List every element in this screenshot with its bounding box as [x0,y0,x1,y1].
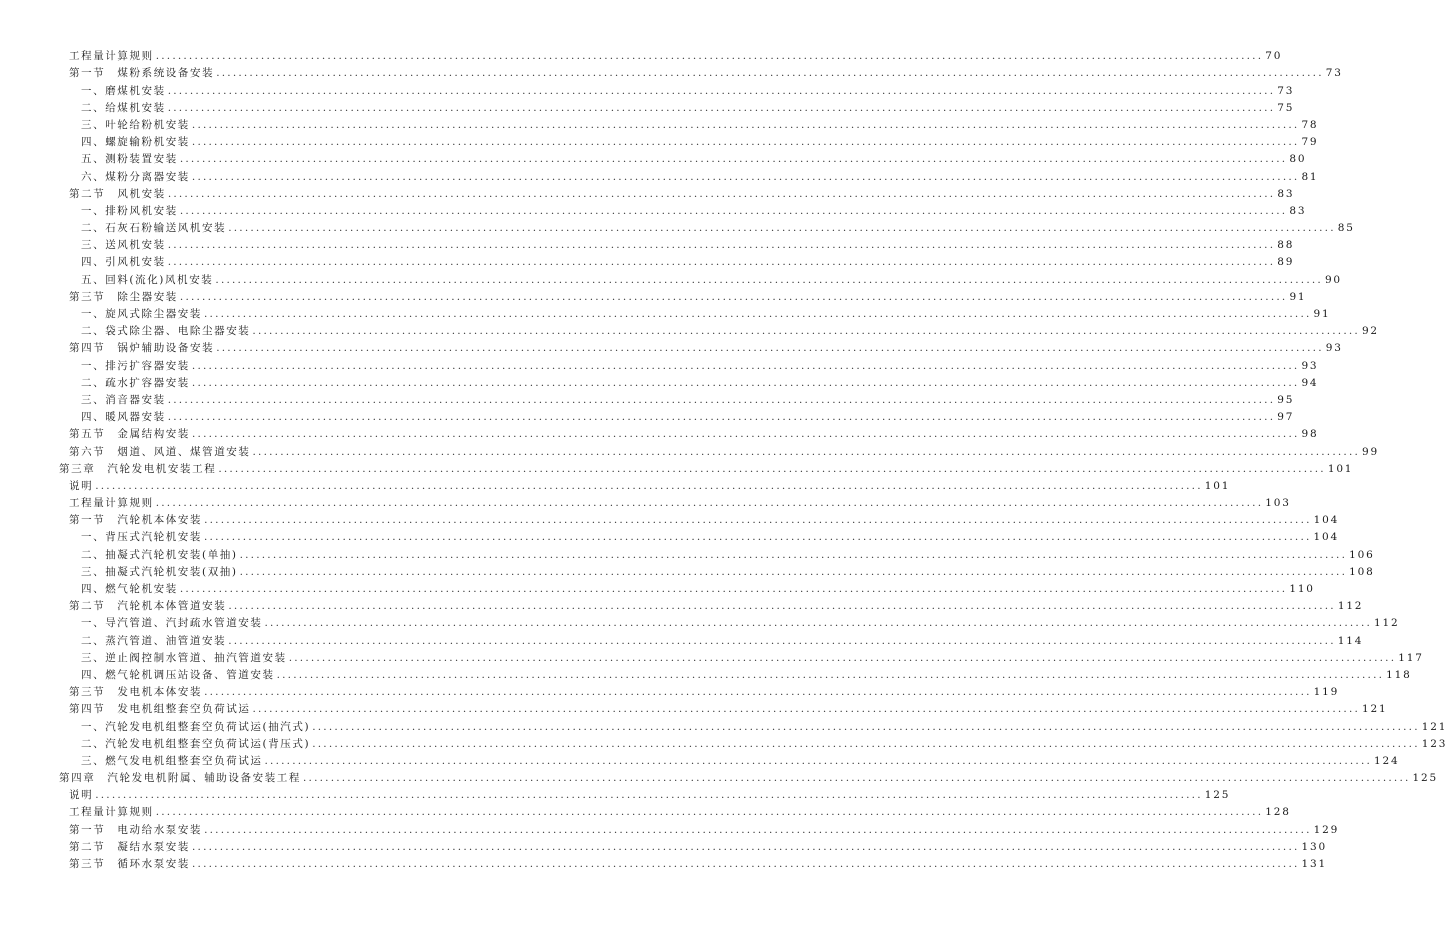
dot-leader: ........................................................................................................................................................................................................ [179,204,1288,217]
toc-entry-label: 三、抽凝式汽轮机安装(双抽) [81,565,238,578]
toc-entry-page-number: 112 [1374,617,1400,630]
toc-entry-page-number: 101 [1204,479,1231,492]
dot-leader: ........................................................................................................................................................................................................ [252,325,1360,338]
toc-entry-label: 一、排污扩容器安装 [81,359,190,372]
toc-entry-page-number: 85 [1337,222,1355,235]
toc-entry[interactable] [0,509,1340,527]
toc-entry-label: 第三章 汽轮发电机安装工程 [59,462,217,475]
toc-entry-label: 二、石灰石粉输送风机安装 [81,222,227,235]
toc-entry-page-number: 128 [1265,806,1291,819]
toc-entry[interactable] [0,818,1340,836]
toc-entry-label: 第一节 煤粉系统设备安装 [69,67,215,80]
toc-entry-page-number: 129 [1313,823,1340,836]
toc-entry-label: 二、疏水扩容器安装 [81,376,190,389]
toc-entry-page-number: 91 [1313,308,1331,320]
toc-entry[interactable] [0,234,1295,252]
toc-entry[interactable] [0,114,1319,131]
toc-entry-page-number: 125 [1412,772,1438,785]
toc-entry-page-number: 110 [1289,583,1315,595]
toc-entry-page-number: 83 [1289,204,1307,217]
dot-leader: ........................................................................................................................................................................................................ [228,634,1336,647]
toc-entry-page-number: 78 [1301,118,1319,131]
toc-entry-label: 工程量计算规则 [69,806,154,819]
toc-entry-label: 一、排粉风机安装 [81,204,178,217]
toc-entry[interactable] [0,389,1295,406]
toc-entry-label: 第三节 发电机本体安装 [69,686,203,699]
dot-leader: ........................................................................................................................................................................................................ [204,686,1312,699]
toc-entry[interactable] [0,664,1412,681]
dot-leader: ........................................................................................................................................................................................................ [204,531,1312,544]
dot-leader: ........................................................................................................................................................................................................ [191,359,1300,372]
dot-leader: ........................................................................................................................................................................................................ [167,393,1276,406]
toc-entry-label: 第一节 汽轮机本体安装 [69,514,203,527]
dot-leader: ........................................................................................................................................................................................................ [192,428,1300,441]
dot-leader: ........................................................................................................................................................................................................ [288,651,1397,664]
dot-leader: ........................................................................................................................................................................................................ [252,703,1361,716]
toc-entry-page-number: 83 [1277,187,1295,200]
dot-leader: ........................................................................................................................................................................................................ [191,170,1300,183]
toc-entry-label: 第二节 凝结水泵安装 [69,840,190,853]
dot-leader: ........................................................................................................................................................................................................ [204,823,1312,836]
toc-entry-label: 说明 [69,789,94,802]
dot-leader: ........................................................................................................................................................................................................ [167,256,1276,269]
dot-leader: ........................................................................................................................................................................................................ [303,772,1411,785]
toc-entry[interactable] [0,543,1375,561]
toc-entry[interactable] [0,492,1291,510]
toc-entry-page-number: 98 [1301,428,1319,441]
toc-entry[interactable] [0,681,1340,699]
dot-leader: ........................................................................................................................................................................................................ [191,136,1300,149]
toc-entry[interactable] [0,801,1291,819]
toc-entry-label: 一、背压式汽轮机安装 [81,531,202,544]
toc-entry-label: 五、测粉装置安装 [81,153,178,166]
toc-entry[interactable] [0,853,1327,870]
toc-entry[interactable] [0,217,1355,235]
toc-entry-label: 第五节 金属结构安装 [69,428,190,441]
toc-entry-page-number: 108 [1349,565,1375,578]
toc-entry[interactable] [0,423,1319,441]
dot-leader: ........................................................................................................................................................................................................ [312,720,1420,733]
toc-entry-label: 三、叶轮给粉机安装 [81,118,190,131]
dot-leader: ........................................................................................................................................................................................................ [228,600,1336,613]
toc-entry-page-number: 121 [1362,703,1388,716]
dot-leader: ........................................................................................................................................................................................................ [192,840,1300,853]
toc-entry-page-number: 81 [1301,170,1319,183]
dot-leader: ........................................................................................................................................................................................................ [167,187,1276,200]
dot-leader: ........................................................................................................................................................................................................ [179,583,1288,595]
dot-leader: ........................................................................................................................................................................................................ [215,273,1323,286]
toc-entry[interactable] [0,62,1343,80]
toc-entry-page-number: 118 [1386,668,1412,681]
dot-leader: ........................................................................................................................................................................................................ [264,617,1373,630]
toc-entry-label: 四、燃气轮机调压站设备、管道安装 [81,668,275,681]
toc-entry[interactable] [0,595,1364,613]
dot-leader: ........................................................................................................................................................................................................ [204,308,1312,320]
toc-entry-page-number: 75 [1277,101,1295,114]
toc-entry-page-number: 90 [1324,273,1342,286]
toc-entry[interactable] [0,629,1364,647]
toc-entry-label: 一、旋风式除尘器安装 [81,308,202,320]
toc-entry-label: 第三节 除尘器安装 [69,290,178,303]
toc-entry[interactable] [0,406,1295,424]
table-of-contents [0,45,1447,870]
toc-entry[interactable] [0,784,1231,802]
toc-entry-page-number: 92 [1361,325,1379,338]
toc-entry-page-number: 117 [1398,651,1424,664]
dot-leader: ........................................................................................................................................................................................................ [167,239,1276,252]
toc-entry-page-number: 130 [1301,840,1327,853]
toc-entry-page-number: 95 [1277,393,1295,406]
dot-leader: ........................................................................................................................................................................................................ [179,153,1288,166]
dot-leader: ........................................................................................................................................................................................................ [191,376,1300,389]
toc-entry[interactable] [0,440,1379,458]
toc-entry[interactable] [0,200,1307,217]
toc-entry-page-number: 80 [1289,153,1307,166]
toc-entry[interactable] [0,698,1388,716]
toc-entry[interactable] [0,268,1342,286]
dot-leader: ........................................................................................................................................................................................................ [216,67,1324,80]
toc-entry-label: 说明 [69,479,94,492]
toc-entry-page-number: 106 [1349,548,1375,561]
toc-entry-label: 一、磨煤机安装 [81,84,166,97]
toc-entry[interactable] [0,354,1319,372]
dot-leader: ........................................................................................................................................................................................................ [228,222,1336,235]
toc-entry-label: 第一节 电动给水泵安装 [69,823,203,836]
toc-entry-page-number: 93 [1301,359,1319,372]
toc-entry-label: 四、引风机安装 [81,256,166,269]
dot-leader: ........................................................................................................................................................................................................ [216,342,1324,355]
dot-leader: ........................................................................................................................................................................................................ [239,548,1348,561]
toc-entry[interactable] [0,337,1343,355]
toc-entry-page-number: 79 [1301,136,1319,149]
toc-entry-label: 二、蒸汽管道、油管道安装 [81,634,227,647]
toc-entry-page-number: 114 [1337,634,1364,647]
toc-entry-label: 第三节 循环水泵安装 [69,858,190,870]
toc-entry-page-number: 104 [1313,531,1339,544]
toc-entry-label: 第四节 锅炉辅助设备安装 [69,342,215,355]
toc-entry-label: 工程量计算规则 [69,50,154,63]
toc-entry-label: 三、消音器安装 [81,393,166,406]
toc-entry-page-number: 104 [1313,514,1340,527]
dot-leader: ........................................................................................................................................................................................................ [155,50,1264,63]
toc-entry-page-number: 70 [1265,50,1283,63]
toc-entry[interactable] [0,131,1319,149]
toc-entry-page-number: 112 [1337,600,1364,613]
toc-entry-label: 一、导汽管道、汽封疏水管道安装 [81,617,263,630]
dot-leader: ........................................................................................................................................................................................................ [167,411,1276,424]
toc-entry[interactable] [0,97,1295,114]
toc-entry[interactable] [0,836,1327,853]
toc-entry-page-number: 121 [1421,720,1447,733]
toc-entry-label: 第二节 风机安装 [69,187,166,200]
dot-leader: ........................................................................................................................................................................................................ [179,290,1288,303]
dot-leader: ........................................................................................................................................................................................................ [191,118,1300,131]
toc-entry[interactable] [0,251,1295,269]
toc-entry-label: 第二节 汽轮机本体管道安装 [69,600,227,613]
toc-entry-page-number: 73 [1277,84,1295,97]
toc-entry[interactable] [0,733,1447,750]
toc-entry-label: 三、送风机安装 [81,239,166,252]
toc-entry[interactable] [0,578,1315,595]
toc-entry-page-number: 123 [1421,737,1447,750]
dot-leader: ........................................................................................................................................................................................................ [155,497,1264,510]
dot-leader: ........................................................................................................................................................................................................ [204,514,1312,527]
toc-entry[interactable] [0,303,1331,320]
toc-entry-label: 二、给煤机安装 [81,101,166,114]
dot-leader: ........................................................................................................................................................................................................ [312,737,1420,750]
toc-entry-page-number: 124 [1374,754,1400,767]
toc-entry-label: 第四节 发电机组整套空负荷试运 [69,703,251,716]
toc-entry[interactable] [0,612,1400,630]
toc-entry-label: 三、逆止阀控制水管道、抽汽管道安装 [81,651,287,664]
toc-entry-label: 六、煤粉分离器安装 [81,170,190,183]
toc-entry-page-number: 89 [1277,256,1295,269]
toc-entry[interactable] [0,286,1307,303]
toc-entry-page-number: 91 [1289,290,1307,303]
toc-entry-label: 二、抽凝式汽轮机安装(单抽) [81,548,238,561]
dot-leader: ........................................................................................................................................................................................................ [167,101,1276,114]
toc-entry[interactable] [0,458,1354,475]
toc-entry[interactable] [0,320,1379,338]
toc-entry[interactable] [0,165,1319,183]
toc-entry[interactable] [0,647,1424,664]
dot-leader: ........................................................................................................................................................................................................ [252,445,1361,458]
dot-leader: ........................................................................................................................................................................................................ [218,462,1326,475]
toc-entry-label: 二、袋式除尘器、电除尘器安装 [81,325,251,338]
toc-entry-label: 二、汽轮发电机组整套空负荷试运(背压式) [81,737,311,750]
dot-leader: ........................................................................................................................................................................................................ [192,858,1300,870]
toc-entry-page-number: 103 [1265,497,1291,510]
toc-entry-label: 四、暖风器安装 [81,411,166,424]
toc-entry-page-number: 93 [1325,342,1343,355]
toc-entry[interactable] [0,148,1307,166]
dot-leader: ........................................................................................................................................................................................................ [276,668,1385,681]
toc-entry-page-number: 73 [1325,67,1343,80]
dot-leader: ........................................................................................................................................................................................................ [167,84,1276,97]
toc-entry-page-number: 99 [1362,445,1379,458]
toc-entry[interactable] [0,561,1375,578]
toc-entry-page-number: 94 [1301,376,1319,389]
toc-entry[interactable] [0,79,1295,97]
toc-entry-page-number: 97 [1277,411,1295,424]
toc-entry-label: 四、螺旋输粉机安装 [81,136,190,149]
toc-entry-label: 第六节 烟道、风道、煤管道安装 [69,445,251,458]
dot-leader: ........................................................................................................................................................................................................ [239,565,1348,578]
toc-entry-page-number: 101 [1327,462,1354,475]
toc-entry[interactable] [0,183,1295,200]
toc-entry-label: 第四章 汽轮发电机附属、辅助设备安装工程 [59,772,301,785]
toc-entry-page-number: 131 [1301,858,1327,870]
dot-leader: ........................................................................................................................................................................................................ [264,754,1373,767]
toc-entry[interactable] [0,45,1283,63]
toc-entry-page-number: 119 [1313,686,1340,699]
toc-entry[interactable] [0,715,1447,733]
toc-entry-label: 四、燃气轮机安装 [81,583,178,595]
toc-entry-label: 三、燃气发电机组整套空负荷试运 [81,754,263,767]
toc-entry[interactable] [0,526,1339,544]
toc-entry-label: 一、汽轮发电机组整套空负荷试运(抽汽式) [81,720,311,733]
toc-entry[interactable] [0,475,1231,492]
toc-entry-label: 工程量计算规则 [69,497,154,510]
dot-leader: ........................................................................................................................................................................................................ [95,479,1203,492]
toc-entry[interactable] [0,767,1438,785]
toc-entry-page-number: 125 [1204,789,1231,802]
dot-leader: ........................................................................................................................................................................................................ [95,789,1203,802]
toc-entry-page-number: 88 [1277,239,1295,252]
toc-entry[interactable] [0,750,1400,767]
toc-entry-label: 五、回料(流化)风机安装 [81,273,214,286]
dot-leader: ........................................................................................................................................................................................................ [155,806,1264,819]
toc-entry[interactable] [0,372,1319,389]
